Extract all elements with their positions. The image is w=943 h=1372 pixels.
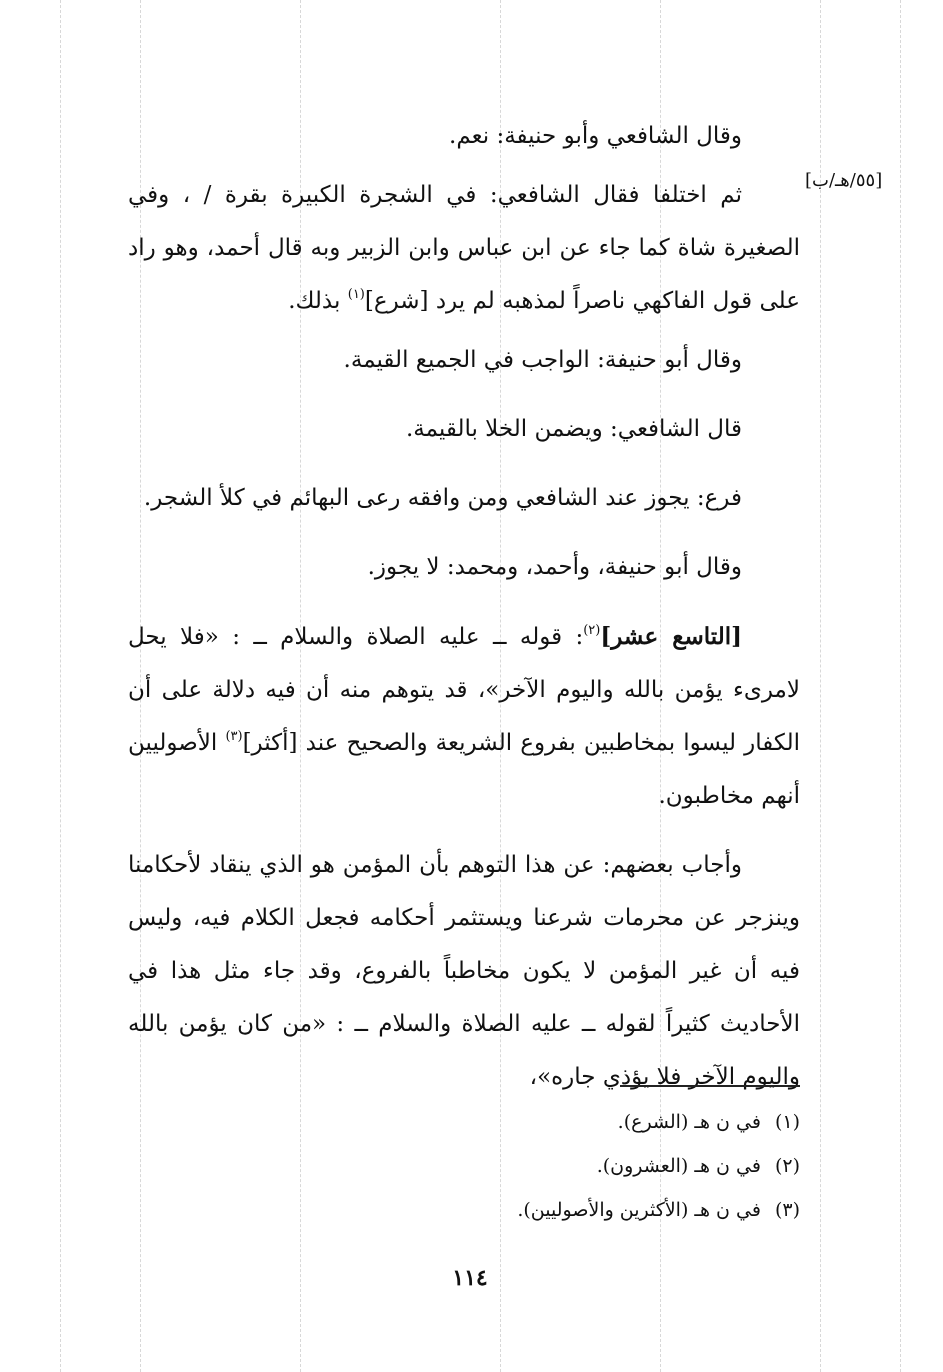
page-number: ١١٤ [452, 1265, 488, 1291]
paragraph-text: فرع: يجوز عند الشافعي ومن وافقه رعى البهائم في كلأ الشجر. [143, 485, 742, 511]
paragraph-1 [128, 110, 800, 163]
footnote-text: في ن هـ (الشرع). [617, 1111, 761, 1133]
scan-guide-line [820, 0, 821, 1372]
paragraph-text: : قوله ــ عليه الصلاة والسلام ــ : «فلا يحل لامرىء يؤمن بالله واليوم الآخر»، قد يتوهم منه أن فيه دلالة على أن الكفار ليسوا بمخاطبين بفروع الشريعة والصحيح عند [أكثر] [128, 624, 800, 756]
footnote-1 [300, 1100, 800, 1144]
footnote-text: في ن هـ (العشرون). [596, 1155, 761, 1177]
paragraph-text-tail: الأصوليين أنهم مخاطبون. [128, 730, 800, 809]
paragraph-text: قال الشافعي: ويضمن الخلا بالقيمة. [405, 416, 742, 442]
scan-guide-line [60, 0, 61, 1372]
margin-manuscript-ref: [٥٥/هـ/ب] [805, 170, 883, 191]
paragraph-text-tail: بذلك. [288, 288, 348, 314]
footnote-2 [300, 1144, 800, 1188]
footnotes [300, 1100, 800, 1232]
footnote-ref: (٢) [583, 623, 601, 638]
footnote-ref: (١) [347, 287, 365, 302]
footnote-number: (٣) [774, 1199, 800, 1221]
paragraph-text: وقال الشافعي وأبو حنيفة: نعم. [449, 123, 742, 149]
paragraph-8 [128, 839, 800, 1104]
paragraph-text: ثم اختلفا فقال الشافعي: في الشجرة الكبيرة بقرة / ، وفي الصغيرة شاة كما جاء عن ابن عباس وابن الزبير وبه قال أحمد، وهو راد على قول الفاكهي ناصراً لمذهبه لم يرد [شرع] [128, 182, 800, 314]
footnote-3 [300, 1188, 800, 1232]
paragraph-7 [128, 610, 800, 823]
paragraph-text: وأجاب بعضهم: عن هذا التوهم بأن المؤمن هو الذي ينقاد لأحكامنا وينزجر عن محرمات شرعنا ويستثمر أحكامه فجعل الكلام فيه، وليس فيه أن غير المؤمن لا يكون مخاطباً بالفروع، وقد جاء مثل هذا في الأحاديث كثيراً لقوله ــ عليه الصلاة والسلام ــ : «من كان يؤمن بالله واليوم الآخر فلا يؤذي جاره»، [128, 852, 800, 1090]
paragraph-4 [128, 403, 800, 456]
paragraph-5 [128, 472, 800, 525]
paragraph-text: وقال أبو حنيفة، وأحمد، ومحمد: لا يجوز. [367, 554, 742, 580]
footnote-ref: (٣) [225, 729, 243, 744]
paragraph-2 [128, 169, 800, 328]
footnote-number: (١) [774, 1111, 800, 1133]
footnote-text: في ن هـ (الأكثرين والأصوليين). [517, 1199, 761, 1221]
footnote-number: (٢) [774, 1155, 800, 1177]
section-heading: [التاسع عشر] [600, 623, 742, 650]
paragraph-text: وقال أبو حنيفة: الواجب في الجميع القيمة. [343, 347, 742, 373]
paragraph-6 [128, 541, 800, 594]
scan-guide-line [900, 0, 901, 1372]
main-text [128, 110, 800, 1120]
footnote-divider [620, 1085, 800, 1087]
paragraph-3 [128, 334, 800, 387]
